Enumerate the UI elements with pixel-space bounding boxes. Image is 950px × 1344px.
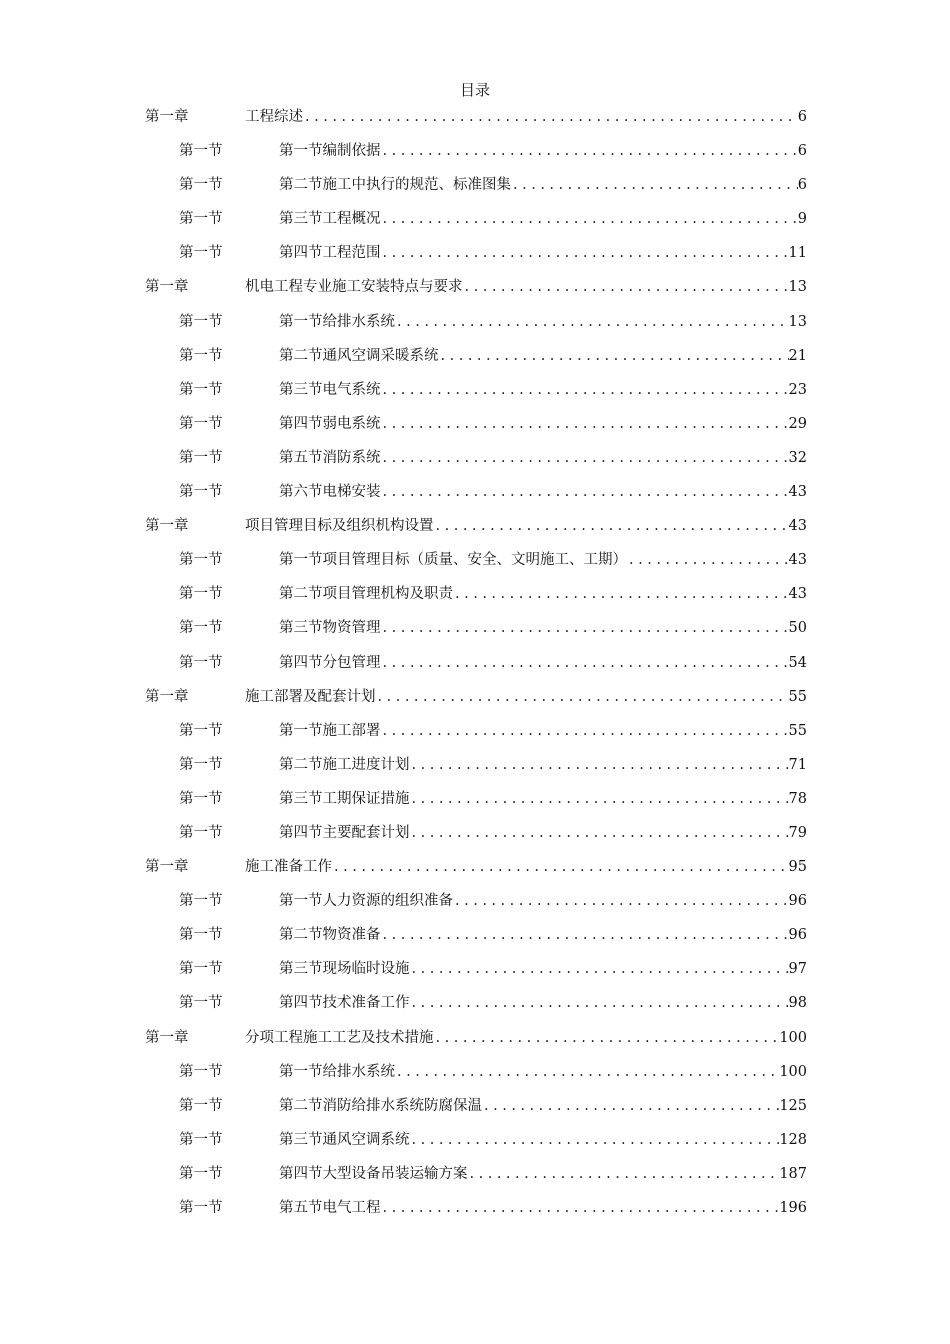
toc-entry-body (279, 444, 807, 472)
dot-leader (410, 989, 789, 1017)
toc-entry-label: 第一章 (145, 518, 189, 535)
toc-section-entry[interactable] (0, 410, 950, 444)
toc-entry-title: 工程综述 (245, 109, 303, 125)
toc-entry-body (279, 376, 807, 404)
toc-entry-label: 第一节 (179, 415, 223, 432)
toc-entry-title: 第五节电气工程 (279, 1200, 381, 1216)
toc-section-entry[interactable] (0, 751, 950, 785)
toc-entry-title: 第一节施工部署 (279, 722, 381, 739)
toc-entry-label: 第一章 (145, 279, 189, 296)
toc-entry-label: 第一节 (179, 620, 223, 637)
dot-leader (395, 1058, 779, 1086)
toc-entry-title: 第一节编制依据 (279, 143, 381, 160)
toc-list (0, 103, 950, 1228)
dot-leader (381, 205, 798, 233)
dot-leader (410, 1126, 780, 1154)
toc-entry-body (279, 171, 807, 199)
toc-entry-title: 第二节施工进度计划 (279, 756, 410, 773)
toc-entry-page-number: 9 (797, 211, 807, 228)
toc-entry-title: 第一节给排水系统 (279, 313, 395, 330)
toc-entry-body (279, 580, 807, 608)
toc-entry-title: 施工准备工作 (245, 859, 332, 876)
toc-entry-body (279, 1194, 807, 1222)
toc-entry-label: 第一节 (179, 654, 223, 671)
toc-entry-body (279, 751, 807, 779)
toc-entry-title: 项目管理目标及组织机构设置 (245, 518, 434, 535)
toc-section-entry[interactable] (0, 546, 950, 580)
toc-entry-title: 第二节物资准备 (279, 927, 381, 944)
toc-entry-title: 第四节弱电系统 (279, 415, 381, 432)
toc-entry-page-number: 187 (779, 1165, 807, 1182)
toc-entry-page-number: 78 (788, 790, 807, 807)
dot-leader (381, 444, 789, 472)
toc-entry-body (279, 614, 807, 642)
toc-entry-body (279, 1058, 807, 1086)
dot-leader (410, 955, 789, 983)
toc-section-entry[interactable] (0, 444, 950, 478)
toc-entry-label: 第一节 (179, 484, 223, 501)
toc-entry-title: 第三节工程概况 (279, 211, 381, 228)
dot-leader (434, 1024, 780, 1052)
toc-entry-label: 第一章 (145, 1029, 189, 1046)
dot-leader (439, 342, 789, 370)
toc-entry-body (279, 410, 807, 438)
dot-leader (410, 819, 789, 847)
toc-entry-title: 第二节消防给排水系统防腐保温 (279, 1097, 482, 1114)
toc-section-entry[interactable] (0, 239, 950, 273)
toc-entry-page-number: 6 (797, 143, 807, 160)
dot-leader (381, 649, 789, 677)
toc-entry-page-number: 11 (788, 245, 807, 262)
toc-entry-body (279, 239, 807, 267)
toc-entry-label: 第一节 (179, 1200, 223, 1216)
toc-entry-label: 第一节 (179, 586, 223, 603)
toc-section-entry[interactable] (0, 1126, 950, 1160)
toc-entry-label: 第一节 (179, 177, 223, 194)
toc-entry-page-number: 100 (779, 1029, 807, 1046)
dot-leader (468, 1160, 780, 1188)
toc-entry-label: 第一节 (179, 1097, 223, 1114)
toc-entry-title: 第四节分包管理 (279, 654, 381, 671)
toc-entry-page-number: 96 (788, 927, 807, 944)
toc-entry-label: 第一节 (179, 449, 223, 466)
toc-entry-body (279, 649, 807, 677)
toc-entry-body (245, 103, 807, 131)
toc-entry-page-number: 54 (788, 654, 807, 671)
toc-entry-title: 第六节电梯安装 (279, 484, 381, 501)
toc-entry-title: 机电工程专业施工安装特点与要求 (245, 279, 463, 296)
dot-leader (381, 137, 798, 165)
toc-entry-label: 第一节 (179, 824, 223, 841)
toc-section-entry[interactable] (0, 376, 950, 410)
toc-entry-page-number: 96 (788, 893, 807, 910)
toc-entry-page-number: 55 (788, 722, 807, 739)
toc-section-entry[interactable] (0, 580, 950, 614)
toc-entry-page-number: 50 (788, 620, 807, 637)
toc-entry-body (279, 921, 807, 949)
dot-leader (453, 887, 789, 915)
toc-entry-label: 第一节 (179, 552, 223, 569)
toc-entry-body (279, 989, 807, 1017)
toc-entry-page-number: 196 (779, 1200, 807, 1216)
dot-leader (381, 921, 789, 949)
toc-entry-title: 第四节技术准备工作 (279, 995, 410, 1012)
toc-section-entry[interactable] (0, 921, 950, 955)
toc-section-entry[interactable] (0, 819, 950, 853)
toc-entry-label: 第一章 (145, 859, 189, 876)
toc-entry-label: 第一节 (179, 245, 223, 262)
toc-entry-page-number: 43 (788, 484, 807, 501)
toc-section-entry[interactable] (0, 1160, 950, 1194)
toc-entry-body (279, 1160, 807, 1188)
toc-entry-body (245, 273, 807, 301)
toc-entry-page-number: 128 (779, 1131, 807, 1148)
toc-entry-title: 第三节现场临时设施 (279, 961, 410, 978)
toc-entry-page-number: 29 (788, 415, 807, 432)
dot-leader (381, 478, 789, 506)
dot-leader (410, 751, 789, 779)
toc-section-entry[interactable] (0, 1058, 950, 1092)
toc-entry-body (279, 785, 807, 813)
toc-entry-body (279, 205, 807, 233)
toc-entry-body (279, 819, 807, 847)
toc-entry-page-number: 125 (779, 1097, 807, 1114)
toc-entry-label: 第一章 (145, 109, 189, 125)
toc-entry-title: 第三节物资管理 (279, 620, 381, 637)
toc-entry-title: 施工部署及配套计划 (245, 688, 376, 705)
toc-section-entry[interactable] (0, 887, 950, 921)
dot-leader (303, 103, 798, 131)
toc-entry-title: 第一节人力资源的组织准备 (279, 893, 453, 910)
toc-entry-label: 第一节 (179, 756, 223, 773)
toc-entry-label: 第一节 (179, 927, 223, 944)
toc-section-entry[interactable] (0, 649, 950, 683)
toc-entry-page-number: 95 (788, 859, 807, 876)
toc-entry-label: 第一节 (179, 381, 223, 398)
toc-entry-body (245, 853, 807, 881)
dot-leader (395, 308, 789, 336)
toc-entry-title: 第二节施工中执行的规范、标准图集 (279, 177, 511, 194)
toc-chapter-entry[interactable] (0, 853, 950, 887)
toc-entry-page-number: 55 (788, 688, 807, 705)
toc-title: 目录 (459, 81, 490, 99)
toc-entry-page-number: 100 (779, 1063, 807, 1080)
toc-entry-page-number: 71 (788, 756, 807, 773)
toc-entry-body (279, 955, 807, 983)
toc-entry-title: 分项工程施工工艺及技术措施 (245, 1029, 434, 1046)
toc-section-entry[interactable] (0, 342, 950, 376)
toc-entry-label: 第一节 (179, 143, 223, 160)
toc-entry-title: 第四节主要配套计划 (279, 824, 410, 841)
toc-entry-body (279, 342, 807, 370)
toc-entry-title: 第一节项目管理目标（质量、安全、文明施工、工期） (279, 552, 627, 569)
toc-entry-label: 第一节 (179, 313, 223, 330)
dot-leader (482, 1092, 779, 1120)
toc-entry-title: 第五节消防系统 (279, 449, 381, 466)
toc-chapter-entry[interactable] (0, 512, 950, 546)
toc-entry-body (245, 1024, 807, 1052)
toc-entry-label: 第一节 (179, 790, 223, 807)
toc-section-entry[interactable] (0, 955, 950, 989)
toc-entry-page-number: 98 (788, 995, 807, 1012)
dot-leader (381, 376, 789, 404)
dot-leader (434, 512, 789, 540)
toc-entry-body (279, 137, 807, 165)
toc-section-entry[interactable] (0, 137, 950, 171)
toc-entry-page-number: 79 (788, 824, 807, 841)
toc-entry-label: 第一节 (179, 211, 223, 228)
toc-chapter-entry[interactable] (0, 1024, 950, 1058)
toc-entry-title: 第四节工程范围 (279, 245, 381, 262)
toc-entry-body (279, 887, 807, 915)
toc-entry-page-number: 23 (788, 381, 807, 398)
toc-entry-page-number: 43 (788, 552, 807, 569)
dot-leader (511, 171, 798, 199)
toc-entry-page-number: 32 (788, 449, 807, 466)
toc-entry-label: 第一节 (179, 1063, 223, 1080)
toc-entry-page-number: 13 (788, 313, 807, 330)
toc-entry-label: 第一节 (179, 347, 223, 364)
toc-entry-title: 第二节项目管理机构及职责 (279, 586, 453, 603)
toc-chapter-entry[interactable] (0, 273, 950, 307)
toc-entry-body (279, 1126, 807, 1154)
toc-entry-title: 第三节工期保证措施 (279, 790, 410, 807)
toc-entry-label: 第一节 (179, 1165, 223, 1182)
toc-entry-body (245, 683, 807, 711)
toc-entry-body (279, 717, 807, 745)
toc-entry-title: 第三节通风空调系统 (279, 1131, 410, 1148)
toc-entry-page-number: 21 (788, 347, 807, 364)
toc-entry-page-number: 43 (788, 518, 807, 535)
toc-section-entry[interactable] (0, 171, 950, 205)
toc-entry-label: 第一节 (179, 893, 223, 910)
toc-section-entry[interactable] (0, 308, 950, 342)
toc-entry-label: 第一章 (145, 688, 189, 705)
dot-leader (453, 580, 789, 608)
dot-leader (463, 273, 789, 301)
toc-entry-title: 第一节给排水系统 (279, 1063, 395, 1080)
toc-entry-page-number: 6 (797, 177, 807, 194)
dot-leader (381, 614, 789, 642)
dot-leader (381, 239, 789, 267)
toc-section-entry[interactable] (0, 614, 950, 648)
dot-leader (381, 717, 789, 745)
toc-entry-label: 第一节 (179, 722, 223, 739)
toc-entry-page-number: 43 (788, 586, 807, 603)
toc-section-entry[interactable] (0, 785, 950, 819)
toc-entry-title: 第二节通风空调采暖系统 (279, 347, 439, 364)
toc-entry-body (279, 478, 807, 506)
toc-section-entry[interactable] (0, 717, 950, 751)
toc-entry-body (279, 546, 807, 574)
toc-chapter-entry[interactable] (0, 683, 950, 717)
toc-entry-page-number: 13 (788, 279, 807, 296)
toc-section-entry[interactable] (0, 1194, 950, 1228)
toc-entry-title: 第四节大型设备吊装运输方案 (279, 1165, 468, 1182)
dot-leader (376, 683, 789, 711)
toc-entry-body (279, 1092, 807, 1120)
dot-leader (627, 546, 789, 574)
toc-section-entry[interactable] (0, 1092, 950, 1126)
toc-section-entry[interactable] (0, 989, 950, 1023)
toc-section-entry[interactable] (0, 478, 950, 512)
toc-chapter-entry[interactable] (0, 103, 950, 137)
toc-entry-body (279, 308, 807, 336)
dot-leader (410, 785, 789, 813)
dot-leader (332, 853, 789, 881)
dot-leader (381, 410, 789, 438)
toc-entry-page-number: 6 (797, 109, 807, 125)
toc-section-entry[interactable] (0, 205, 950, 239)
toc-entry-body (245, 512, 807, 540)
toc-entry-label: 第一节 (179, 995, 223, 1012)
toc-entry-title: 第三节电气系统 (279, 381, 381, 398)
toc-entry-label: 第一节 (179, 961, 223, 978)
toc-entry-page-number: 97 (788, 961, 807, 978)
toc-entry-label: 第一节 (179, 1131, 223, 1148)
dot-leader (381, 1194, 780, 1222)
